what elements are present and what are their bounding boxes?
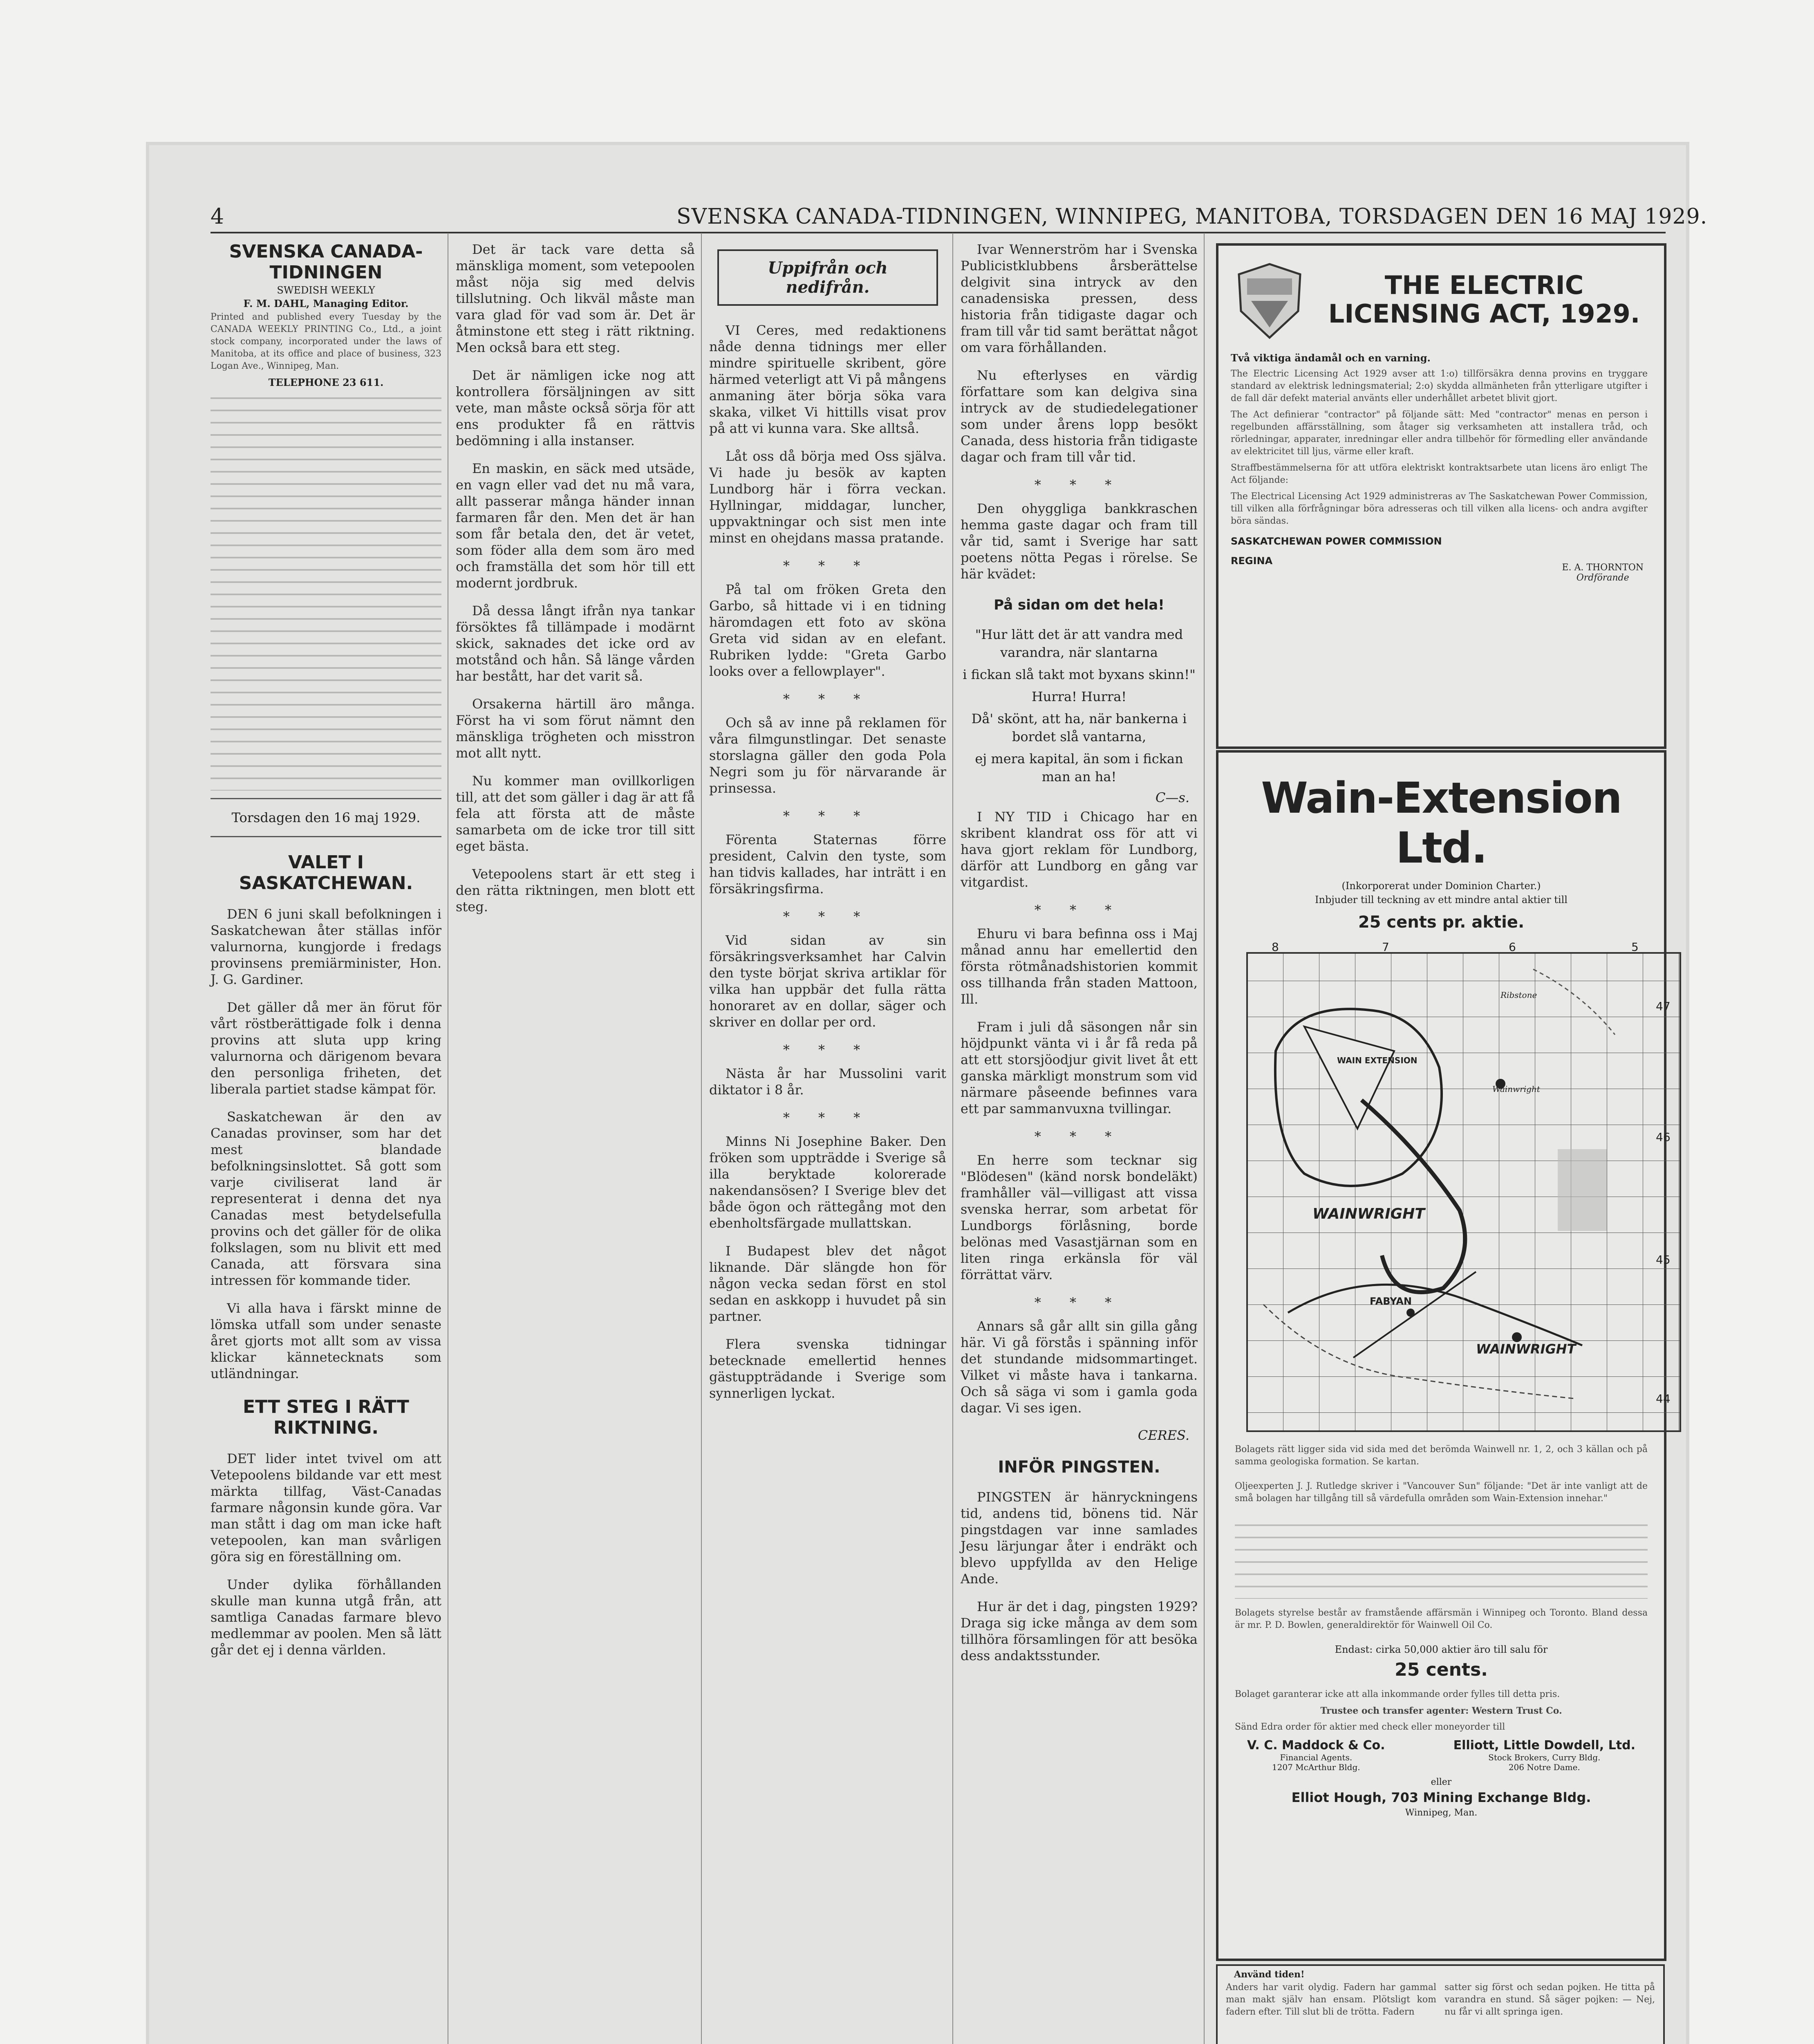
svg-text:7: 7 [1382, 940, 1389, 954]
subscription-fineprint [211, 390, 441, 791]
article-ceres: Ivar Wennerström har i Svenska Publicistklubbens årsberättelse delgivit sina intryck av den canadensiska pressen, dess historia från tidigaste dagar och fram till vår tid samt berättat något om vara förhållanden. Nu efterlyses en värdig författare som kan delgiva sina intryck av de studiedelegationer som under årens lopp besökt Canada, dess historia från tidigaste dagar och fram till vår tid. * * * Den ohyggliga bankkraschen hemma gaste dagar och fram till vår tid, samt i Sverige har satt poetens nötta Pegas i rörelse. Se här kvädet: [961, 242, 1198, 582]
column-box-title: Uppifrån och nedifrån. [717, 249, 938, 306]
ad-electric-body: The Electric Licensing Act 1929 avser att 1:o) tillförsäkra denna provins en tryggare standard av elektrisk ledningsmaterial; 2:o) skydda allmänheten från ytterligare utgifter i de fall där defekt material använts eller underhållet arbetet blivit gjort. The Act definierar "contractor" på följande sätt: Med "contractor" menas en person i regelbunden affärsställning, som åtager sig verksamheten att installera tråd, och rörledningar, apparater, inredningar eller andra tillbehör för förmedling eller användande av elektricitet till ljus, värme eller kraft. Straffbestämmelserna för att utföra elektriskt kontraktsarbete utan licens äro enligt The Act följande: The Electrical Licensing Act 1929 administreras av The Saskatchewan Power Commission, till vilken alla förfrågningar böra adresseras och till vilken alla licens- och andra avgifter böra sändas. [1231, 369, 1648, 526]
svg-text:8: 8 [1272, 940, 1279, 954]
headline-valet: VALET I SASKATCHEWAN. [239, 852, 413, 894]
poem-signature: C—s. [1155, 790, 1189, 805]
ad-wain-offer: Inbjuder till teckning av ett mindre antal aktier till [1315, 894, 1568, 905]
ad-electric-signers: SASKATCHEWAN POWER COMMISSION REGINA E. A. THORNTON Ordförande [1231, 536, 1644, 583]
broker-list: V. C. Maddock & Co. Financial Agents. 1207 McArthur Bldg. Elliott, Little Dowdell, Ltd. Stock Brokers, Curry Bldg. 206 Notre Dame. [1247, 1738, 1635, 1772]
ad-wain-title: Wain-Extension Ltd. [1261, 773, 1621, 873]
column-4 [961, 233, 1198, 2044]
notice-right: satter sig först och sedan pojken. He titta på varandra en stund. Så säger pojken: — Nej, nu får vi allt springa igen. [1444, 1982, 1655, 2017]
svg-text:45: 45 [1656, 1253, 1671, 1266]
divider [211, 836, 441, 837]
ad-wain-price-2: 25 cents. [1395, 1659, 1488, 1680]
headline-pingsten: INFÖR PINGSTEN. [998, 1458, 1160, 1477]
publisher-info: Printed and published every Tuesday by the CANADA WEEKLY PRINTING Co., Ltd., a joint stock company, incorporated under the laws of Manitoba, at its office and place of business, 323 Logan Ave., Winnipeg, Man. [211, 312, 441, 371]
telephone-line: TELEPHONE 23 611. [268, 377, 384, 388]
article-valet: DEN 6 juni skall befolkningen i Saskatchewan åter ställas inför valurnorna, kungjorde i fredags provinsens premiärminister, Hon. J. G. Gardiner. Det gäller då mer än förut för vårt röstberättigade folk i denna provins att sluta upp kring valurnorna och därigenom bevara den personliga friheten, det liberala partiet stadse kämpat för. Saskatchewan är den av Canadas provinser, som har det mest blandade befolkningsinslottet. Så gott som varje civiliserat land är representerat i denna det nya Canadas mest betydelsefulla provins och det gäller för de olika folkslagen, som nu blivit ett med Canada, att försvara sina intressen för kommande tider. Vi alla hava i färskt minne de lömska utfall som under senaste året gjorts mot allt som av vissa klickar kännetecknats som utländningar. [211, 906, 441, 1381]
saskatchewan-crest-icon [1235, 262, 1304, 340]
ad-wain-body: Bolagets rätt ligger sida vid sida med det berömda Wainwell nr. 1, 2, och 3 källan och på samma geologiska formation. Se kartan. Oljeexperten J. J. Rutledge skriver i "Vancouver Sun" följande: "Det är inte vanligt att de små bolagen har tillgång till så värdefulla områden som Wain-Extension innehar." Bolagets styrelse består av framstående affärsmän i Winnipeg och Toronto. Bland dessa är mr. P. D. Bowlen, generaldirektör för Wainwell Oil Co. Endast: cirka 50,000 aktier äro till salu för 25 cents. Bolaget garanterar icke att alla inkommande order fylles till detta pris. Trustee och transfer agenter: Western Trust Co. Sänd Edra order för aktier med check eller moneyorder till V. C. Maddock & Co. Financial Agents. 1207 McArthur Bldg. Elliott, Little Dowdell, Ltd. Stock Brokers, Curry Bldg. 206 Notre Dame. eller Elliot Hough, 703 Mining Exchange Bldg. Winnipeg, Man. [1235, 1444, 1648, 1818]
article-steg: DET lider intet tvivel om att Vetepoolens bildande var ett mest märkta tillfag, Väst-Canadas farmare någonsin kunde göra. Var man stått i dag om man icke haft vetepoolen, kan man svårligen göra sig en föreställning om. Under dylika förhållanden skulle man kunna utgå från, att samtliga Canadas farmare blevo medlemmar av poolen. Men så lätt går det ej i denna världen. [211, 1451, 441, 1658]
headline-steg: ETT STEG I RÄTT RIKTNING. [243, 1396, 409, 1438]
paper-subtitle: SWEDISH WEEKLY [277, 285, 375, 296]
ad-electric-licensing [1216, 243, 1666, 749]
column-3 [709, 233, 946, 2044]
svg-text:WAINWRIGHT: WAINWRIGHT [1476, 1341, 1576, 1357]
article-steg-continued: Det är tack vare detta så mänskliga moment, som vetepoolen måst nöja sig med delvis tillslutning. Och likväl måste man vara glad för vad som är. Det är åtminstone ett steg i rätt riktning. Men också bara ett steg. Det är nämligen icke nog att kontrollera försäljningen av sitt vete, man måste också sörja för att ens produkter få en rättvis bedömning i alla instanser. En maskin, en säck med utsäde, en vagn eller vad det nu må vara, allt passerar många händer innan farmaren får den. Men det är han som får betala den, det är vetet, som föder alla dem som äro med och framställa det som hör till ett modernt jordbruk. Då dessa långt ifrån nya tankar försöktes få tillämpade i modärnt skick, saknades det icke ord av motstånd och hån. Så länge vården har bestått, har det varit så. Orsakerna härtill äro många. Först ha vi som förut nämnt den mänskliga trögheten och misstron mot allt nytt. Nu kommer man ovillkorligen till, att det som gäller i dag är att få fela att första att de måste samarbeta om de icke tror till sitt eget bästa. Vetepoolens start är ett steg i den rätta riktningen, men blott ett steg. [456, 242, 695, 914]
divider [211, 798, 441, 799]
svg-text:46: 46 [1656, 1130, 1671, 1144]
ad-wain-price: 25 cents pr. aktie. [1358, 913, 1525, 932]
svg-text:Wainwright: Wainwright [1492, 1084, 1540, 1094]
oil-field-map [1247, 940, 1680, 1431]
article-ceres-2: I NY TID i Chicago har en skribent klandrat oss för att vi hava gjort reklam för Lundborg, därför att Lundborg en gång var vitgardist. * * * Ehuru vi bara befinna oss i Maj månad annu har emellertid den första rötmånadshistorien kommit oss tillhanda från staden Mattoon, Ill. Fram i juli då säsongen når sin höjdpunkt vänta vi i år få reda på att ett storsjöodjur givit livet åt ett ganska märkligt monstrum som vid närmare påseende befinnes vara ett par sammanvuxna tvillingar. * * * En herre som tecknar sig "Blödesen" (känd norsk bondeläkt) framhåller väl—villigast att vissa svenska herrar, som arbetat för Lundborgs förlåsning, borde belönas med Vasastjärnan som en liten ringa erkänsla för väl förrättat värv. * * * Annars så går allt sin gilla gång här. Vi gå förstås i spänning inför det stundande midsommartinget. Vilket vi måste hava i tankarna. Och så säga vi som i gamla goda dagar. Vi ses igen. [961, 809, 1198, 1416]
poem-title: På sidan om det hela! [994, 597, 1165, 613]
article-uppifran: VI Ceres, med redaktionens nåde denna tidnings mer eller mindre spirituelle skribent, göre härmed veterligt att Vi på mångens anmaning äter börja söka vara skaka, vilket Vi hittills visat prov på att vi kunna vara. Ske alltså. Låt oss då börja med Oss själva. Vi hade ju besök av kapten Lundborg här i förra veckan. Hyllningar, middagar, luncher, uppvaktningar och sist men inte minst en ohejdans massa pratande. * * * På tal om fröken Greta den Garbo, så hittade vi i en tidning häromdagen ett foto av sköna Greta vid sidan av en elefant. Rubriken lydde: "Greta Garbo looks over a fellowplayer". * * * Och så av inne på reklamen för våra filmgunstlingar. Det senaste storslagna gäller den goda Pola Negri som ju för närvarande är prinsessa. * * * Förenta Staternas förre president, Calvin den tyste, som han tidvis kallades, har inträtt i en försäkringsfirma. * * * Vid sidan av sin försäkringsverksamhet har Calvin den tyste börjat skriva artiklar för vilka han uppbär det fulla rätta honoraret av en dollar, säger och skriver en dollar per ord. * * * Nästa år har Mussolini varit diktator i 8 år. * * * Minns Ni Josephine Baker. Den fröken som uppträdde i Sverige så illa beryktade kolorerade nakendansösen? I Sverige blev det både ögon och rättegång mot den ebenholtsfärgade mullattskan. I Budapest blev det något liknande. Där slängde hon för någon vecka sedan först en stol sedan en askkopp i huvudet på sin partner. Flera svenska tidningar betecknade emellertid hennes gästuppträdande i Sverige som synnerligen lyckat. [709, 323, 946, 1401]
masthead-title: SVENSKA CANADA-TIDNINGEN, WINNIPEG, MANITOBA, TORSDAGEN DEN 16 MAJ 1929. [676, 204, 1708, 229]
column-separator [1204, 233, 1205, 2044]
editor-line: F. M. DAHL, Managing Editor. [243, 298, 409, 309]
notice-left: Anders har varit olydig. Fadern har gammal man makt själv han ensam. Plötsligt kom fadern efter. Till slut bli de trötta. Fadern [1226, 1982, 1436, 2017]
ad-electric-title-1: THE ELECTRIC [1384, 270, 1584, 300]
ad-wain-extension [1216, 750, 1671, 1961]
column-1 [211, 233, 441, 2044]
svg-text:44: 44 [1656, 1392, 1671, 1405]
column-2 [456, 233, 695, 2044]
well-marker-icon [1406, 1309, 1415, 1317]
svg-text:WAIN EXTENSION: WAIN EXTENSION [1337, 1056, 1418, 1065]
svg-text:5: 5 [1631, 940, 1639, 954]
ad-electric-intro: Två viktiga ändamål och en varning. [1231, 352, 1431, 364]
svg-text:6: 6 [1509, 940, 1516, 954]
newspaper-page [149, 145, 1708, 2044]
issue-date: Torsdagen den 16 maj 1929. [231, 810, 421, 825]
article-pingsten: PINGSTEN är hänryckningens tid, andens tid, bönens tid. När pingstdagen var inne samlades Jesu lärjungar åter i endräkt och blevo uppfyllda av den Helige Ande. Hur är det i dag, pingsten 1929? Draga sig icke många av dem som tillhöra församlingen för att besöka dess andaktsstunder. [961, 1489, 1198, 1663]
column-separator [701, 233, 702, 2044]
notice-title: Använd tiden! [1234, 1969, 1305, 1980]
ad-wain-subtitle: (Inkorporerat under Dominion Charter.) [1341, 880, 1541, 892]
svg-text:Ribstone: Ribstone [1500, 990, 1537, 1000]
paper-name: SVENSKA CANADA-TIDNINGEN [229, 241, 423, 283]
svg-text:FABYAN: FABYAN [1370, 1295, 1412, 1307]
ceres-signature: CERES. [1138, 1428, 1189, 1443]
page-number: 4 [211, 204, 225, 229]
svg-text:WAINWRIGHT: WAINWRIGHT [1312, 1206, 1425, 1222]
poem: "Hur lätt det är att vandra med varandra, när slantarna i fickan slå takt mot byxans skinn!" Hurra! Hurra! Då' skönt, att ha, när bankerna i bordet slå vantarna, ej mera kapital, än som i fickan man an ha! [963, 627, 1196, 784]
well-marker-icon [1512, 1332, 1522, 1342]
ad-electric-title-2: LICENSING ACT, 1929. [1328, 299, 1640, 329]
column-separator [952, 233, 953, 2044]
svg-text:47: 47 [1656, 1000, 1671, 1013]
notice-anvand-tiden [1216, 1964, 1665, 2044]
